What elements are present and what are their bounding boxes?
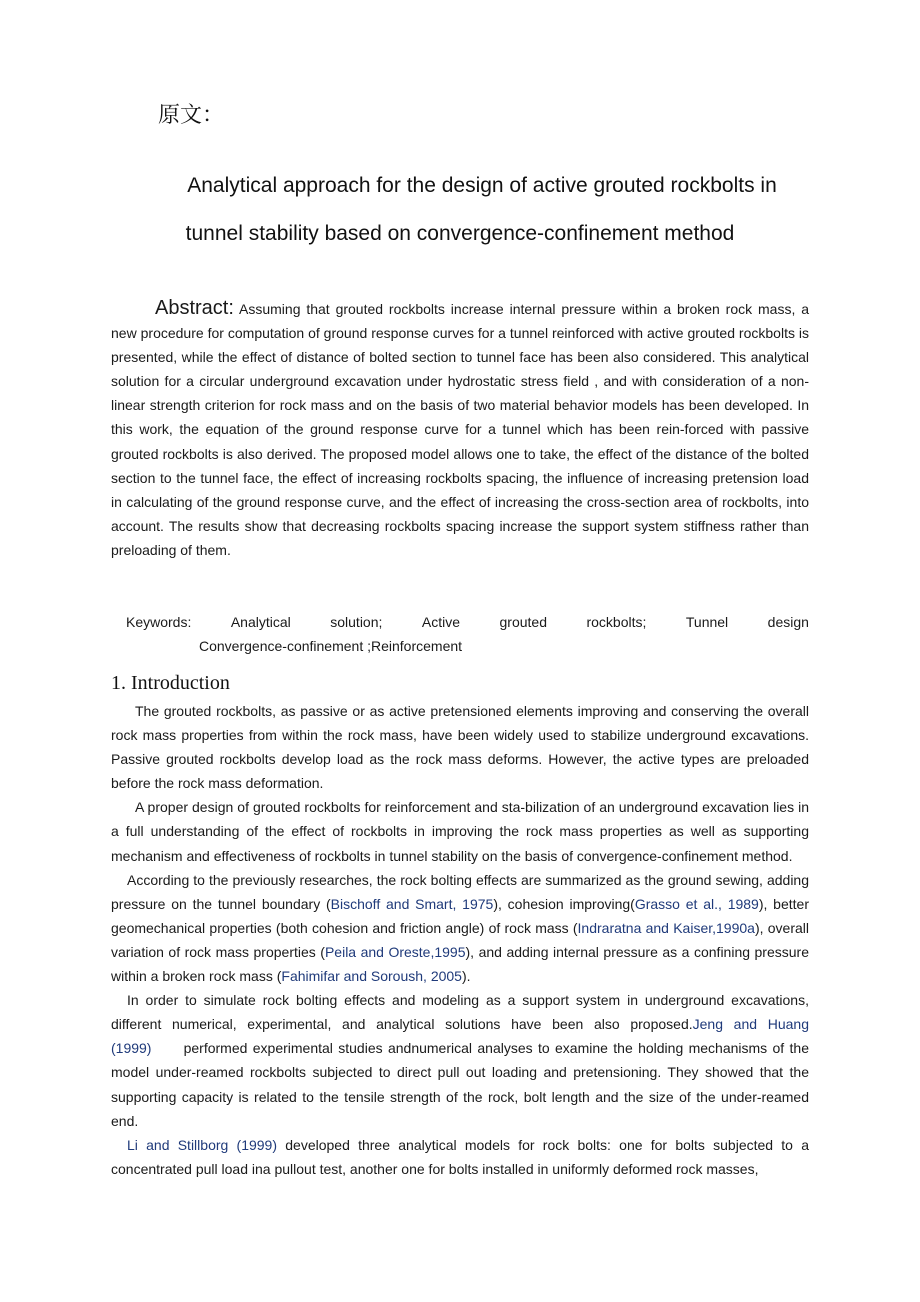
keyword-word: grouted — [499, 614, 547, 630]
paragraph — [111, 1133, 809, 1181]
keyword-word: rockbolts; — [586, 614, 647, 630]
citation-link[interactable]: Bischoff and Smart, 1975 — [330, 895, 494, 912]
paragraph — [111, 988, 809, 1133]
keywords-line-1 — [126, 610, 809, 634]
paragraph-text: developed three analytical models for rock bolts: one for bolts subjected to a concentrated pull load ina pullout test, another one for bolts installed in uniformly deformed rock masses, — [111, 1136, 809, 1177]
keyword-word: Active — [421, 614, 461, 630]
abstract-text: Assuming that grouted rockbolts increase internal pressure within a broken rock mass, a new procedure for computation of ground response curves for a tunnel reinforced with active grouted rockbolts is presented, while the effect of distance of bolted section to tunnel face has been also considered. This analytical solution for a circular underground excavation under hydrostatic stress field , and with consideration of a non-linear strength criterion for rock mass and on the basis of two material behavior models has been developed. In this work, the equation of the ground response curve for a tunnel which has been rein-forced with passive grouted rockbolts is also derived. The proposed model allows one to take, the effect of the distance of the bolted section to the tunnel face, the effect of increasing rockbolts spacing, the influence of increasing pretension load in calculating of the ground response curve, and the effect of increasing the cross-section area of rockbolts, into account. The results show that decreasing rockbolts spacing increase the support system stiffness rather than preloading of them. — [111, 301, 809, 558]
citation-link[interactable]: Grasso et al., 1989 — [634, 895, 759, 912]
keywords-block — [126, 610, 809, 658]
original-text-label: 原文： — [158, 103, 225, 128]
abstract-label: Abstract: — [155, 297, 234, 319]
keyword-word: solution; — [330, 614, 383, 630]
paragraph-text: ), and adding internal pressure as a confining pressure within a broken rock mass ( — [111, 943, 809, 985]
paragraph-text: In order to simulate rock bolting effects and modeling as a support system in underground excavations, different numerical, experimental, and analytical solutions have been also proposed. — [111, 992, 809, 1033]
citation-link[interactable]: Li and Stillborg (1999) — [127, 1136, 278, 1153]
paper-title-line-1: Analytical approach for the design of active grouted rockbolts in — [187, 174, 777, 197]
citation-link[interactable]: Indraratna and Kaiser,1990a — [577, 919, 755, 936]
keywords-line-2: Convergence-confinement ;Reinforcement — [199, 638, 463, 654]
paper-title-line-2: tunnel stability based on convergence-confinement method — [185, 222, 735, 245]
abstract-block — [111, 296, 809, 562]
paragraph-text: ). — [461, 968, 471, 985]
abstract-paragraph — [111, 296, 809, 562]
paragraph-text: ), cohesion improving( — [493, 895, 635, 912]
paragraph — [111, 868, 809, 988]
paragraph: The grouted rockbolts, as passive or as active pretensioned elements improving and conserving the overall rock mass properties from within the rock mass, have been widely used to stabilize underground excavations. Passive grouted rockbolts develop load as the rock mass deforms. However, the active types are preloaded before the rock mass deformation. — [111, 703, 809, 792]
paragraph-text: performed experimental studies andnumerical analyses to examine the holding mechanisms of the model under-reamed rockbolts subjected to direct pull out loading and pretensioning. They showed that the supporting capacity is related to the tensile strength of the rock, bolt length and the size of the under-reamed end. — [111, 1040, 810, 1129]
paragraph-text: According to the previously researches, the rock bolting effects are summarized as the ground sewing, adding pressure on the tunnel boundary ( — [111, 871, 809, 912]
citation-link[interactable]: Fahimifar and Soroush, 2005 — [281, 968, 462, 985]
citation-link[interactable]: Jeng and Huang (1999) — [111, 1016, 809, 1057]
paragraph-text: ), overall variation of rock mass properties ( — [111, 919, 809, 960]
keywords-label: Keywords: — [126, 614, 192, 630]
introduction-body — [111, 699, 809, 1181]
paragraph-text: ), better geomechanical properties (both cohesion and friction angle) of rock mass ( — [111, 895, 809, 936]
keyword-word: design — [767, 614, 809, 630]
paragraph: A proper design of grouted rockbolts for reinforcement and sta-bilization of an underground excavation lies in a full understanding of the effect of rockbolts in improving the rock mass properties as well as supporting mechanism and effectiveness of rockbolts in tunnel stability on the basis of convergence-confinement method. — [111, 799, 809, 864]
citation-link[interactable]: Peila and Oreste,1995 — [324, 943, 466, 960]
section-heading-introduction: 1. Introduction — [111, 672, 230, 694]
keyword-word: Analytical — [230, 614, 291, 630]
paper-title — [100, 162, 820, 258]
keyword-word: Tunnel — [685, 614, 729, 630]
